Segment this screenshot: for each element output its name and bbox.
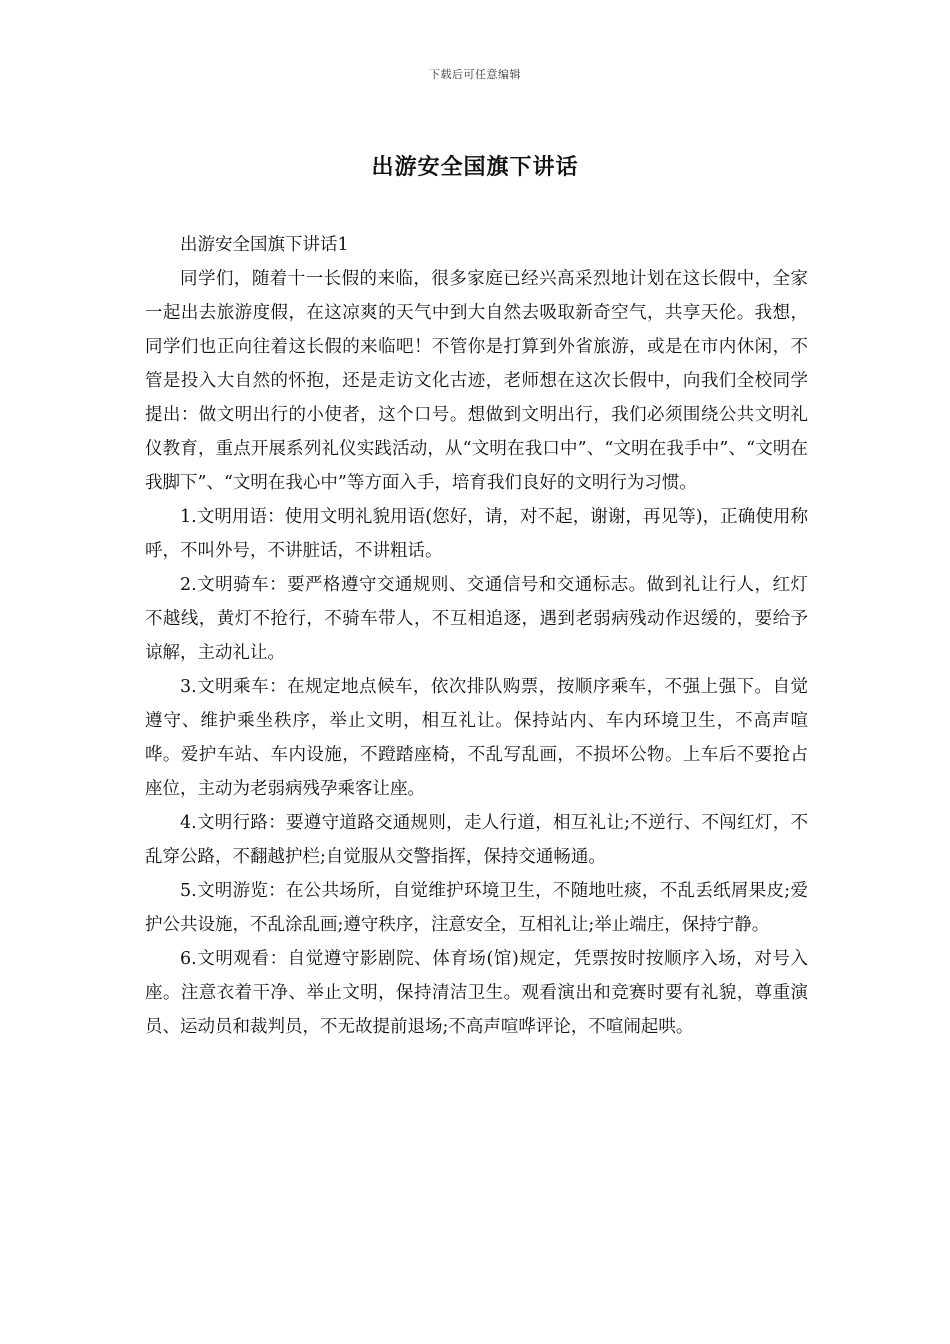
document-title: 出游安全国旗下讲话 bbox=[371, 154, 579, 180]
subtitle-paragraph: 出游安全国旗下讲话1 bbox=[180, 235, 349, 255]
document-body bbox=[145, 228, 808, 1044]
rule-paragraph-6: 6.文明观看：自觉遵守影剧院、体育场(馆)规定，凭票按时按顺序入场，对号入座。注意衣着干净、举止文明，保持清洁卫生。观看演出和竞赛时要有礼貌，尊重演员、运动员和裁判员，不无故提前退场;不高声喧哗评论，不喧闹起哄。 bbox=[145, 949, 808, 1037]
rule-paragraph-5: 5.文明游览：在公共场所，自觉维护环境卫生，不随地吐痰，不乱丢纸屑果皮;爱护公共设施，不乱涂乱画;遵守秩序，注意安全，互相礼让;举止端庄，保持宁静。 bbox=[145, 881, 808, 935]
rule-paragraph-2: 2.文明骑车：要严格遵守交通规则、交通信号和交通标志。做到礼让行人，红灯不越线，黄灯不抢行，不骑车带人，不互相追逐，遇到老弱病残动作迟缓的，要给予谅解，主动礼让。 bbox=[145, 575, 808, 663]
rule-paragraph-1: 1.文明用语：使用文明礼貌用语(您好，请，对不起，谢谢，再见等)，正确使用称呼，不叫外号，不讲脏话，不讲粗话。 bbox=[145, 507, 808, 561]
intro-paragraph: 同学们，随着十一长假的来临，很多家庭已经兴高采烈地计划在这长假中，全家一起出去旅游度假，在这凉爽的天气中到大自然去吸取新奇空气，共享天伦。我想，同学们也正向往着这长假的来临吧！不管你是打算到外省旅游，或是在市内休闲，不管是投入大自然的怀抱，还是走访文化古迹，老师想在这次长假中，向我们全校同学提出：做文明出行的小使者，这个口号。想做到文明出行，我们必须围绕公共文明礼仪教育，重点开展系列礼仪实践活动，从“文明在我口中”、“文明在我手中”、“文明在我脚下”、“文明在我心中”等方面入手，培育我们良好的文明行为习惯。 bbox=[145, 269, 808, 493]
rule-paragraph-3: 3.文明乘车：在规定地点候车，依次排队购票，按顺序乘车，不强上强下。自觉遵守、维护乘坐秩序，举止文明，相互礼让。保持站内、车内环境卫生，不高声喧哗。爱护车站、车内设施，不蹬踏座椅，不乱写乱画，不损坏公物。上车后不要抢占座位，主动为老弱病残孕乘客让座。 bbox=[145, 677, 808, 799]
header-note: 下载后可任意编辑 bbox=[429, 68, 521, 81]
rule-paragraph-4: 4.文明行路：要遵守道路交通规则，走人行道，相互礼让;不逆行、不闯红灯，不乱穿公路，不翻越护栏;自觉服从交警指挥，保持交通畅通。 bbox=[145, 813, 808, 867]
